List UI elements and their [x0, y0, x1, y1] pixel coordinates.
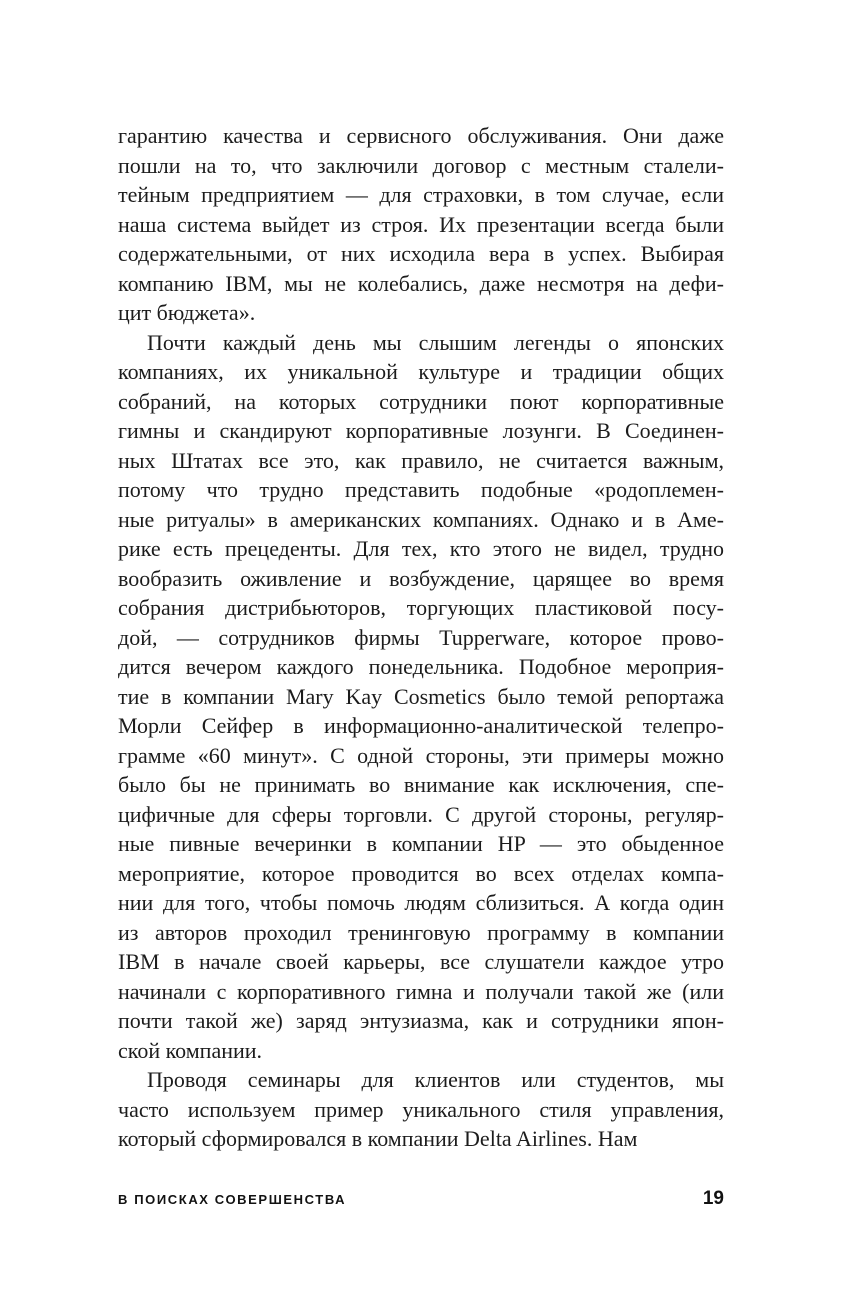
paragraph: [118, 328, 724, 1066]
text-line: тейным предприятием — для страховки, в том случае, если: [118, 182, 724, 207]
text-line: гимны и скандируют корпоративные лозунги. В Соединен-: [118, 418, 724, 443]
text-line: часто используем пример уникального стиля управления,: [118, 1096, 724, 1122]
text-line: ных Штатах все это, как правило, не считается важным,: [118, 447, 724, 473]
text-line: из авторов проходил тренинговую программу в компании: [118, 919, 724, 945]
text-line: ные ритуалы» в американских компаниях. Однако и в Аме-: [118, 506, 724, 532]
text-line: ской компании.: [118, 1037, 263, 1063]
text-line: Почти каждый день мы слышим легенды о японских: [147, 329, 724, 355]
text-line: было бы не принимать во внимание как исключения, спе-: [118, 772, 724, 797]
text-line: содержательными, от них исходила вера в успех. Выбирая: [118, 241, 724, 266]
text-line: мероприятие, которое проводится во всех отделах компа-: [118, 860, 724, 886]
text-line: Проводя семинары для клиентов или студентов, мы: [147, 1067, 724, 1092]
text-line: цит бюджета».: [118, 300, 256, 325]
text-line: который сформировался в компании Delta Airlines. Нам: [118, 1126, 638, 1151]
text-line: почти такой же) заряд энтузиазма, как и сотрудники япон-: [118, 1008, 724, 1033]
text-line: собраний, на которых сотрудники поют корпоративные: [118, 388, 724, 414]
text-line: компанию IBM, мы не колебались, даже несмотря на дефи-: [118, 270, 724, 296]
text-line: собрания дистрибьюторов, торгующих пластиковой посу-: [118, 595, 724, 620]
page-number: 19: [702, 1188, 724, 1209]
text-line: нии для того, чтобы помочь людям сблизиться. А когда один: [118, 890, 724, 915]
text-line: начинали с корпоративного гимна и получали такой же (или: [118, 978, 724, 1004]
text-line: компаниях, их уникальной культуре и традиции общих: [118, 359, 724, 384]
text-line: гарантию качества и сервисного обслуживания. Они даже: [118, 123, 724, 148]
text-line: наша система выйдет из строя. Их презентации всегда были: [118, 211, 724, 237]
text-line: IBM в начале своей карьеры, все слушатели каждое утро: [118, 949, 724, 974]
body-text: [118, 121, 724, 1154]
text-line: дой, — сотрудников фирмы Tupperware, которое прово-: [118, 624, 724, 650]
text-line: потому что трудно представить подобные «родоплемен-: [118, 477, 724, 502]
text-line: цифичные для сферы торговли. С другой стороны, регуляр-: [118, 801, 724, 827]
paragraph: [118, 1065, 724, 1154]
text-line: пошли на то, что заключили договор с местным сталели-: [118, 152, 724, 178]
page-footer: [118, 1188, 724, 1210]
paragraph: [118, 121, 724, 328]
text-line: ные пивные вечеринки в компании HP — это обыденное: [118, 831, 724, 856]
text-line: грамме «60 минут». С одной стороны, эти примеры можно: [118, 742, 724, 768]
running-title: В ПОИСКАХ СОВЕРШЕНСТВА: [118, 1192, 347, 1207]
text-line: тие в компании Mary Kay Cosmetics было темой репортажа: [118, 683, 724, 709]
text-line: дится вечером каждого понедельника. Подобное мероприя-: [118, 654, 724, 679]
text-line: рике есть прецеденты. Для тех, кто этого не видел, трудно: [118, 536, 724, 561]
text-line: Морли Сейфер в информационно-аналитической телепро-: [118, 713, 724, 738]
text-line: вообразить оживление и возбуждение, царящее во время: [118, 565, 724, 591]
